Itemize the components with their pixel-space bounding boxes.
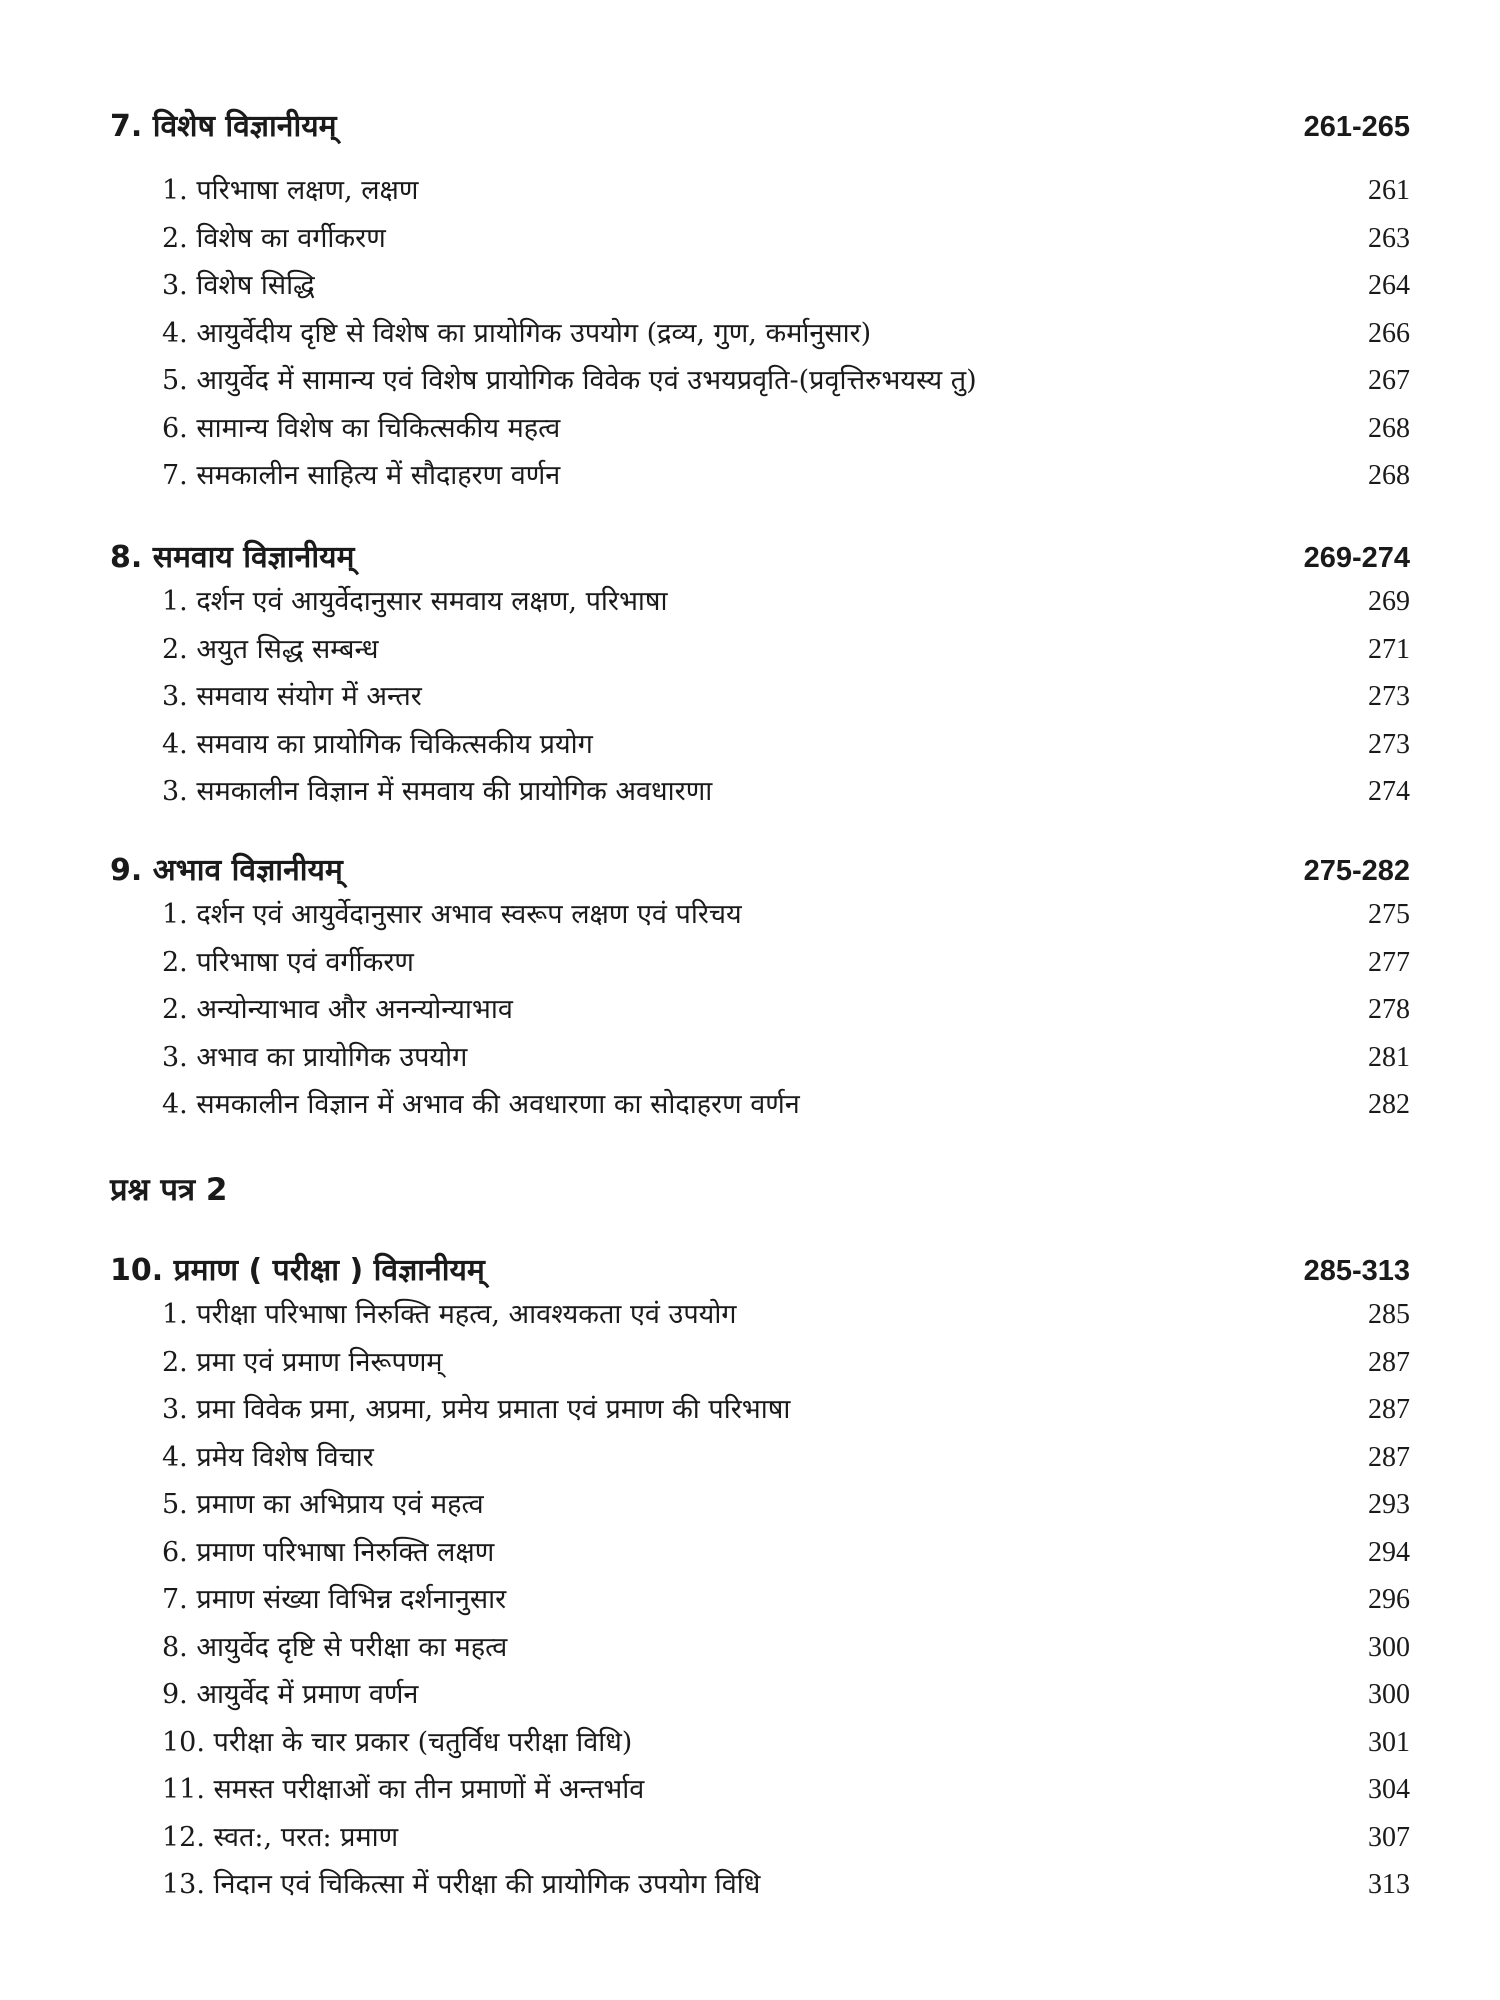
entry-text: 11. समस्त परीक्षाओं का तीन प्रमाणों में अन्तर्भाव <box>162 1774 645 1805</box>
entry-page: 287 <box>1368 1346 1410 1378</box>
toc-entry <box>110 455 1410 503</box>
chapter-page-range: 285-313 <box>1303 1255 1410 1287</box>
entry-page: 287 <box>1368 1441 1410 1473</box>
chapter-title: 7. विशेष विज्ञानीयम् <box>110 109 337 144</box>
entry-text: 6. प्रमाण परिभाषा निरुक्ति लक्षण <box>162 1536 495 1568</box>
entry-page: 264 <box>1368 270 1410 301</box>
toc-entry <box>110 1722 1410 1770</box>
entry-text: 9. आयुर्वेद में प्रमाण वर्णन <box>162 1679 419 1710</box>
entry-page: 273 <box>1368 681 1410 712</box>
entry-page: 278 <box>1368 994 1410 1025</box>
entry-text: 1. दर्शन एवं आयुर्वेदानुसार समवाय लक्षण, परिभाषा <box>162 586 668 617</box>
toc-entry <box>110 1484 1410 1532</box>
entry-text: 7. प्रमाण संख्या विभिन्न दर्शनानुसार <box>162 1584 507 1615</box>
entry-page: 263 <box>1368 222 1410 254</box>
chapter-page-range: 269-274 <box>1303 542 1410 574</box>
entry-page: 301 <box>1368 1726 1410 1758</box>
entry-text: 4. आयुर्वेदीय दृष्टि से विशेष का प्रायोगिक उपयोग (द्रव्य, गुण, कर्मानुसार) <box>162 317 872 349</box>
toc-entry <box>110 1084 1410 1132</box>
chapter-9 <box>110 848 1410 1132</box>
entry-page: 281 <box>1368 1041 1410 1073</box>
entry-text: 2. परिभाषा एवं वर्गीकरण <box>162 946 414 978</box>
toc-entry <box>110 676 1410 724</box>
chapter-10 <box>110 1248 1410 1912</box>
entry-text: 12. स्वत:, परत: प्रमाण <box>162 1821 399 1853</box>
entry-page: 287 <box>1368 1394 1410 1425</box>
toc-entry <box>110 1579 1410 1627</box>
entry-text: 1. परीक्षा परिभाषा निरुक्ति महत्व, आवश्यकता एवं उपयोग <box>162 1299 737 1330</box>
toc-entry <box>110 724 1410 772</box>
toc-entry <box>110 629 1410 677</box>
chapter-heading <box>110 535 1410 581</box>
toc-entry <box>110 1769 1410 1817</box>
entry-page: 261 <box>1368 175 1410 206</box>
entry-page: 282 <box>1368 1089 1410 1120</box>
section-title: प्रश्न पत्र 2 <box>110 1172 228 1208</box>
toc-entry <box>110 1817 1410 1865</box>
entry-page: 294 <box>1368 1536 1410 1568</box>
entry-page: 273 <box>1368 728 1410 760</box>
entry-text: 10. परीक्षा के चार प्रकार (चतुर्विध परीक्षा विधि) <box>162 1726 633 1758</box>
toc-entry <box>110 1532 1410 1580</box>
entry-page: 268 <box>1368 412 1410 444</box>
entry-page: 293 <box>1368 1489 1410 1520</box>
toc-entry <box>110 894 1410 942</box>
toc-entry <box>110 218 1410 266</box>
entry-page: 307 <box>1368 1821 1410 1853</box>
entry-text: 5. आयुर्वेद में सामान्य एवं विशेष प्रायोगिक विवेक एवं उभयप्रवृति-(प्रवृत्तिरुभयस्य तु) <box>162 365 977 396</box>
entry-text: 1. परिभाषा लक्षण, लक्षण <box>162 175 419 206</box>
toc-entry <box>110 360 1410 408</box>
toc-entry <box>110 1294 1410 1342</box>
entry-text: 6. सामान्य विशेष का चिकित्सकीय महत्व <box>162 412 561 444</box>
entry-text: 2. अयुत सिद्ध सम्बन्ध <box>162 633 379 665</box>
chapter-title: 9. अभाव विज्ञानीयम् <box>110 853 343 888</box>
toc-entry <box>110 1037 1410 1085</box>
entry-page: 300 <box>1368 1631 1410 1663</box>
entry-text: 3. प्रमा विवेक प्रमा, अप्रमा, प्रमेय प्रमाता एवं प्रमाण की परिभाषा <box>162 1394 791 1425</box>
entry-text: 4. प्रमेय विशेष विचार <box>162 1441 374 1473</box>
entry-page: 266 <box>1368 317 1410 349</box>
chapter-title: 8. समवाय विज्ञानीयम् <box>110 540 355 575</box>
toc-entry <box>110 581 1410 629</box>
entry-page: 304 <box>1368 1774 1410 1805</box>
entry-page: 267 <box>1368 365 1410 396</box>
entry-text: 13. निदान एवं चिकित्सा में परीक्षा की प्रायोगिक उपयोग विधि <box>162 1869 761 1900</box>
entry-text: 7. समकालीन साहित्य में सौदाहरण वर्णन <box>162 460 561 491</box>
entry-text: 1. दर्शन एवं आयुर्वेदानुसार अभाव स्वरूप लक्षण एवं परिचय <box>162 899 742 930</box>
toc-entry <box>110 771 1410 819</box>
entry-page: 300 <box>1368 1679 1410 1710</box>
toc-entry <box>110 1674 1410 1722</box>
toc-entry <box>110 1864 1410 1912</box>
entry-text: 3. समकालीन विज्ञान में समवाय की प्रायोगिक अवधारणा <box>162 776 713 807</box>
chapter-title: 10. प्रमाण ( परीक्षा ) विज्ञानीयम् <box>110 1253 485 1288</box>
toc-entry <box>110 1437 1410 1485</box>
chapter-heading <box>110 848 1410 894</box>
chapter-heading <box>110 1248 1410 1294</box>
chapter-page-range: 261-265 <box>1303 111 1410 143</box>
entry-text: 5. प्रमाण का अभिप्राय एवं महत्व <box>162 1489 484 1520</box>
entry-page: 296 <box>1368 1584 1410 1615</box>
chapter-8 <box>110 535 1410 819</box>
entry-text: 4. समवाय का प्रायोगिक चिकित्सकीय प्रयोग <box>162 728 593 760</box>
chapter-7 <box>110 104 1410 503</box>
toc-entry <box>110 1627 1410 1675</box>
entry-page: 269 <box>1368 586 1410 617</box>
toc-entry <box>110 1389 1410 1437</box>
entry-text: 2. विशेष का वर्गीकरण <box>162 222 386 254</box>
toc-entry <box>110 989 1410 1037</box>
entry-page: 271 <box>1368 633 1410 665</box>
entry-text: 3. विशेष सिद्धि <box>162 270 315 301</box>
toc-entry <box>110 942 1410 990</box>
chapter-heading <box>110 104 1410 150</box>
entry-page: 275 <box>1368 899 1410 930</box>
entry-text: 2. प्रमा एवं प्रमाण निरूपणम् <box>162 1346 443 1378</box>
toc-entry <box>110 265 1410 313</box>
entry-page: 277 <box>1368 946 1410 978</box>
toc-entry <box>110 1342 1410 1390</box>
toc-entry <box>110 170 1410 218</box>
entry-page: 268 <box>1368 460 1410 491</box>
entry-page: 313 <box>1368 1869 1410 1900</box>
entry-text: 3. समवाय संयोग में अन्तर <box>162 681 422 712</box>
entry-page: 274 <box>1368 776 1410 807</box>
entry-text: 3. अभाव का प्रायोगिक उपयोग <box>162 1041 468 1073</box>
entry-text: 4. समकालीन विज्ञान में अभाव की अवधारणा का सोदाहरण वर्णन <box>162 1089 800 1120</box>
entry-text: 2. अन्योन्याभाव और अनन्योन्याभाव <box>162 994 513 1025</box>
toc-entry <box>110 408 1410 456</box>
chapter-page-range: 275-282 <box>1303 855 1410 887</box>
toc-entry <box>110 313 1410 361</box>
entry-page: 285 <box>1368 1299 1410 1330</box>
entry-text: 8. आयुर्वेद दृष्टि से परीक्षा का महत्व <box>162 1631 508 1663</box>
